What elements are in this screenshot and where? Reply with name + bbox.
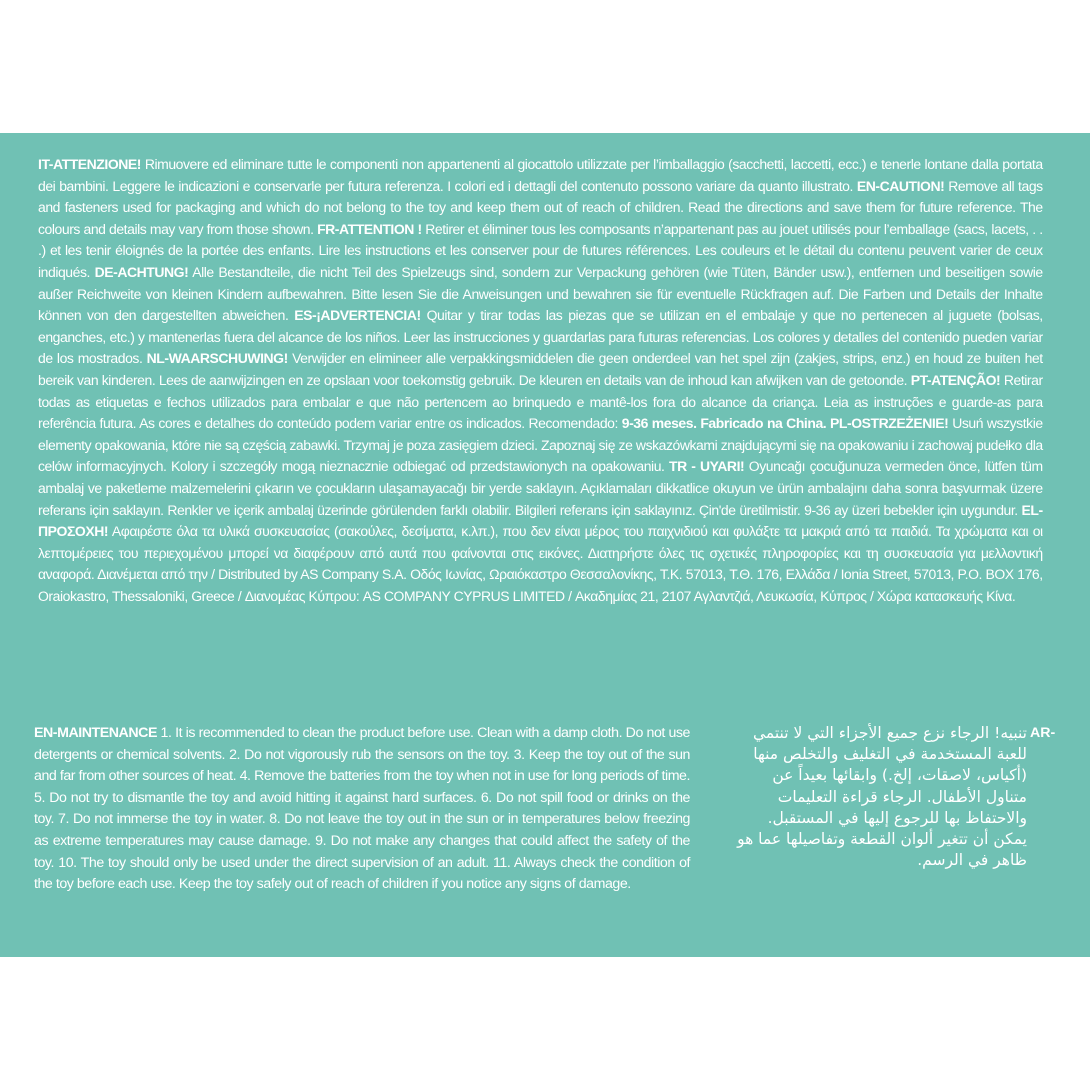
warning-text-nl: Verwijder en elimineer alle verpakkingsmiddelen die geen onderdeel van het spel zijn (zakjes, strips, enz.) en houd ze buiten het bereik van kinderen. Lees de aanwijzingen en ze opslaan voor toekomstig gebruik. De kleuren en details van de inhoud kan afwijken van de getoonde. [38, 351, 1043, 389]
warning-label-fr: FR-ATTENTION ! [317, 221, 422, 238]
warning-text-el: Αφαιρέστε όλα τα υλικά συσκευασίας (σακούλες, δεσίματα, κ.λπ.), που δεν είναι μέρος του παιχνιδιού και φυλάξτε τα μακριά από τα παιδιά. Τα χρώματα και οι λεπτομέρειες του περιεχομένου μπορεί να διαφέρουν από αυτά που φαίνονται στις εικόνες. Διατηρήστε όλες τις σχετικές πληροφορίες και τη συσκευασία για μελλοντική αναφορά. Διανέμεται από την / Distributed by AS Company S.A. Οδός Ιωνίας, Ωραιόκαστρο Θεσσαλονίκης, Τ.Κ. 57013, Τ.Θ. 176, Ελλάδα / Ionia Street, 57013, P.O. BOX 176, Oraiokastro, Thessaloniki, Greece / Διανομέας Κύπρου: AS COMPANY CYPRUS LIMITED / Ακαδημίας 21, 2107 Αγλαντζιά, Λευκωσία, Κύπρος / Χώρα κατασκευής Κίνα. [38, 524, 1043, 605]
warning-text-fr: Retirer et éliminer tous les composants n’appartenant pas au jouet utilisés pour l’emballage (sacs, lacets, . . .) et les tenir éloignés de la portée des enfants. Lire les instructions et les conserver pour de futures références. Les couleurs et le détail du contenu peuvent varier de ceux indiqués. [38, 221, 1043, 281]
warning-label-it: IT-ATTENZIONE! [38, 157, 141, 173]
age-origin-label: 9-36 meses. Fabricado na China. [621, 416, 827, 433]
maintenance-instructions [34, 723, 690, 896]
maintenance-label: EN-MAINTENANCE [34, 725, 157, 741]
warning-text-de: Alle Bestandteile, die nicht Teil des Spielzeugs sind, sondern zur Verpackung gehören (wie Tüten, Bänder usw.), entfernen und beseitigen sowie außer Reichweite von kleinen Kindern aufbewahren. Bitte lesen Sie die Anweisungen und bewahren sie für eventuelle Rückfragen auf. Die Farben und Details der Inhalte können von den dargestellten abweichen. [38, 264, 1043, 325]
warning-text-tr: Oyuncağı çocuğunuza vermeden önce, lütfen tüm ambalaj ve paketleme malzemelerini çıkarın ve çocukların ulaşamayacağı bir yerde saklayın. Açıklamaları dikkatlice okuyun ve ürün ambalajını daha sonra başvurmak üzere referans için saklayın. Renkler ve içerik ambalaj üzerinde görülenden farklı olabilir. Bilgileri referans için saklayınız. Çin'de üretilmistir. 9-36 ay üzeri bebekler için uygundur. [38, 459, 1043, 519]
warning-label-de: DE-ACHTUNG! [94, 264, 189, 281]
warning-text-en: Remove all tags and fasteners used for packaging and which do not belong to the toy and keep them out of reach of children. Read the directions and save them for future reference. The colours and details may vary from those shown. [38, 178, 1043, 238]
warning-text-pt: Retirar todas as etiquetas e fechos utilizados para embalar e que não pertencem ao brinquedo e mantê-los fora do alcance da criança. Leia as instruções e guarde-as para referência futura. As cores e detalhes do conteúdo podem variar entre os indicados. Recomendado: [38, 372, 1043, 433]
warning-label-pt: PT-ATENÇÃO! [910, 372, 1001, 389]
warning-text-pl: Usuń wszystkie elementy opakowania, które nie są częścią zabawki. Trzymaj je poza zasięgiem dzieci. Zapoznaj się ze wskazówkami znajdującymi się na opakowaniu i zachowaj pudełko dla celów informacyjnych. Kolory i szczegóły mogą nieznacznie odbiegać od przedstawionych na opakowaniu. [38, 416, 1043, 476]
arabic-warning-text: تنبيه! الرجاء نزع جميع الأجزاء التي لا تنتمي للعبة المستخدمة في التغليف والتخلص منها (أكياس، لاصقات، إلخ.) وابقائها بعيداً عن متناول الأطفال. الرجاء قراءة التعليمات والاحتفاظ بها للرجوع إليها في المستقبل. يمكن أن تتغير ألوان القطعة وتفاصيلها عما هو ظاهر في الرسم. [737, 724, 1027, 870]
warning-label-el: EL-ΠΡΟΣΟΧΗ! [38, 502, 1043, 541]
warning-label-es: ES-¡ADVERTENCIA! [294, 308, 421, 325]
warning-label-en: EN-CAUTION! [856, 178, 945, 195]
warning-text-it: Rimuovere ed eliminare tutte le componenti non appartenenti al giocattolo utilizzate per l’imballaggio (sacchetti, laccetti, ecc.) e tenerle lontane dalla portata dei bambini. Leggere le indicazioni e conservarle per futura referenza. I colori ed i dettagli del contenuto possono variare da quanto illustrato. [38, 157, 1043, 195]
instructions-panel [0, 133, 1090, 957]
arabic-warning-label: AR- [1030, 725, 1056, 741]
warning-text-es: Quitar y tirar todas las piezas que se utilizan en el embalaje y que no pertenecen al juguete (bolsas, enganches, etc.) y mantenerlas fuera del alcance de los niños. Leer las instrucciones y guardarlas para futuras referencias. Los colores y detalles del contenido pueden variar de los mostrados. [38, 308, 1043, 368]
multilingual-warnings [38, 155, 1043, 608]
warning-label-pl: PL-OSTRZEŻENIE! [830, 416, 949, 433]
warning-label-tr: TR - UYARI! [669, 459, 745, 476]
maintenance-text: 1. It is recommended to clean the product before use. Clean with a damp cloth. Do not use detergents or chemical solvents. 2. Do not vigorously rub the sensors on the toy. 3. Keep the toy out of the sun and far from other sources of heat. 4. Remove the batteries from the toy when not in use for long periods of time. 5. Do not try to dismantle the toy and avoid hitting it against hard surfaces. 6. Do not spill food or drinks on the toy. 7. Do not immerse the toy in water. 8. Do not leave the toy out in the sun or in temperatures below freezing as extreme temperatures may cause damage. 9. Do not make any changes that could affect the safety of the toy. 10. The toy should only be used under the direct supervision of an adult. 11. Always check the condition of the toy before each use. Keep the toy safely out of reach of children if you notice any signs of damage. [34, 725, 690, 893]
warning-label-nl: NL-WAARSCHUWING! [146, 351, 288, 368]
